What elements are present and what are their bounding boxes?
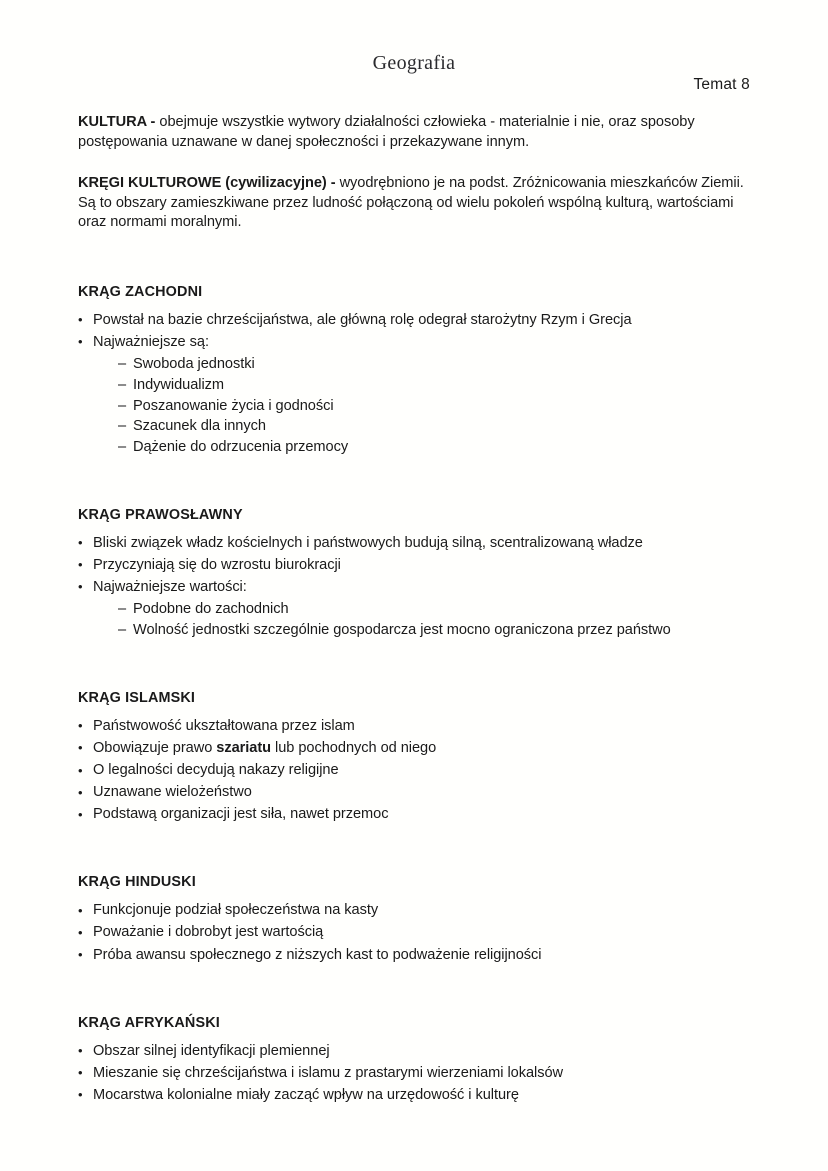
section-spacer — [78, 460, 756, 507]
section-3 — [78, 690, 756, 825]
sections-block — [78, 255, 756, 1106]
section-4 — [78, 874, 756, 965]
bullet-item — [78, 805, 756, 825]
bullet-item — [78, 739, 756, 759]
sub-bullet-text: Szacunek dla innych — [133, 418, 266, 435]
bullet-text: Najważniejsze są: — [93, 333, 209, 350]
bullet-text: Bliski związek władz kościelnych i państwowych budują silną, scentralizowaną władze — [93, 534, 643, 551]
bullet-text: Uznawane wielożeństwo — [93, 784, 252, 801]
section-heading: KRĄG AFRYKAŃSKI — [78, 1014, 220, 1031]
dash-marker-icon: – — [118, 622, 127, 639]
sub-bullet-text: Wolność jednostki szczególnie gospodarcza jest mocno ograniczona przez państwo — [133, 622, 671, 639]
section-spacer — [78, 827, 756, 874]
bullet-marker-icon: • — [78, 806, 83, 822]
bullet-item — [78, 923, 756, 943]
sub-bullet-item — [93, 396, 756, 416]
definitions-block — [78, 113, 756, 233]
bullet-item — [78, 717, 756, 737]
bullet-marker-icon: • — [78, 762, 83, 778]
definition-paragraph — [78, 113, 756, 152]
dash-marker-icon: – — [118, 601, 127, 618]
sub-bullet-list — [93, 599, 756, 640]
section-heading: KRĄG HINDUSKI — [78, 874, 196, 891]
bullet-item — [78, 783, 756, 803]
bullet-item — [78, 556, 756, 576]
bullet-text: Mieszanie się chrześcijaństwa i islamu z prastarymi wierzeniami lokalsów — [93, 1064, 564, 1081]
bullet-text: Obszar silnej identyfikacji plemiennej — [93, 1042, 330, 1059]
section-5 — [78, 1015, 756, 1106]
bullet-item — [78, 311, 756, 331]
bullet-item — [78, 901, 756, 921]
bullet-item — [78, 578, 756, 641]
bullet-text-tail: lub pochodnych od niego — [271, 739, 437, 756]
bullet-marker-icon: • — [78, 579, 83, 595]
bullet-item — [78, 1086, 756, 1106]
bullet-item — [78, 761, 756, 781]
section-heading: KRĄG PRAWOSŁAWNY — [78, 506, 243, 523]
bullet-marker-icon: • — [78, 740, 83, 756]
bullet-list — [78, 1042, 756, 1106]
section-2 — [78, 507, 756, 641]
dash-marker-icon: – — [118, 418, 127, 435]
section-spacer — [78, 968, 756, 1015]
bullet-list — [78, 901, 756, 965]
bullet-marker-icon: • — [78, 902, 83, 918]
sub-bullet-text: Dążenie do odrzucenia przemocy — [133, 439, 349, 455]
bullet-item — [78, 534, 756, 554]
definition-term: KULTURA - — [78, 114, 160, 130]
sub-bullet-text: Indywidualizm — [133, 376, 225, 393]
section-spacer — [78, 643, 756, 690]
section-heading: KRĄG ZACHODNI — [78, 283, 203, 300]
bullet-text: Obowiązuje prawo — [93, 739, 217, 756]
bullet-item — [78, 333, 756, 458]
bullet-marker-icon: • — [78, 718, 83, 734]
section-heading: KRĄG ISLAMSKI — [78, 689, 196, 706]
bullet-item — [78, 1042, 756, 1062]
document-title: Geografia — [372, 52, 456, 74]
bullet-item — [78, 946, 756, 966]
bullet-text: Podstawą organizacji jest siła, nawet przemoc — [93, 806, 389, 823]
sub-bullet-text: Poszanowanie życia i godności — [133, 397, 334, 414]
bullet-text: Najważniejsze wartości: — [93, 578, 247, 595]
bullet-emphasis: szariatu — [216, 739, 272, 756]
bullet-text: Próba awansu społecznego z niższych kast to podważenie religijności — [93, 946, 542, 963]
section-1 — [78, 284, 756, 458]
bullet-text: Poważanie i dobrobyt jest wartością — [93, 924, 324, 941]
bullet-text: Mocarstwa kolonialne miały zacząć wpływ na urzędowość i kulturę — [93, 1086, 519, 1103]
bullet-marker-icon: • — [78, 1043, 83, 1059]
sub-bullet-item — [93, 437, 756, 457]
sub-bullet-list — [93, 354, 756, 457]
bullet-marker-icon: • — [78, 557, 83, 573]
bullet-list — [78, 311, 756, 458]
dash-marker-icon: – — [118, 356, 127, 373]
bullet-list — [78, 717, 756, 825]
sub-bullet-item — [93, 375, 756, 395]
sub-bullet-item — [93, 416, 756, 436]
definition-paragraph — [78, 174, 756, 233]
bullet-item — [78, 1064, 756, 1084]
topic-label: Temat 8 — [693, 76, 750, 93]
sub-bullet-text: Podobne do zachodnich — [133, 601, 289, 618]
dash-marker-icon: – — [118, 376, 127, 393]
definition-text: wyodrębniono je na podst. Zróżnicowania mieszkańców Ziemii. Są to obszary zamieszkiwane przez ludność połączoną od wielu pokoleń wspólną kulturą, wartościami oraz normami moralnymi. — [78, 175, 744, 230]
bullet-marker-icon: • — [78, 334, 83, 350]
dash-marker-icon: – — [118, 397, 127, 414]
bullet-text: O legalności decydują nakazy religijne — [93, 762, 339, 779]
bullet-marker-icon: • — [78, 784, 83, 800]
bullet-marker-icon: • — [78, 312, 83, 327]
dash-marker-icon: – — [118, 439, 127, 455]
document-body — [78, 113, 756, 1108]
sub-bullet-text: Swoboda jednostki — [133, 356, 255, 373]
definition-text: obejmuje wszystkie wytwory działalności człowieka - materialnie i nie, oraz sposoby postępowania uznawane w danej społeczności i przekazywane innym. — [78, 114, 695, 150]
definition-term: KRĘGI KULTUROWE (cywilizacyjne) - — [78, 175, 340, 191]
bullet-text: Powstał na bazie chrześcijaństwa, ale główną rolę odegrał starożytny Rzym i Grecja — [93, 311, 632, 328]
sub-bullet-item — [93, 599, 756, 619]
bullet-marker-icon: • — [78, 1087, 83, 1103]
bullet-marker-icon: • — [78, 924, 83, 940]
bullet-text: Funkcjonuje podział społeczeństwa na kasty — [93, 902, 379, 919]
bullet-marker-icon: • — [78, 947, 83, 963]
sub-bullet-item — [93, 620, 756, 640]
bullet-text: Państwowość ukształtowana przez islam — [93, 717, 355, 734]
bullet-list — [78, 534, 756, 641]
bullet-marker-icon: • — [78, 1065, 83, 1081]
sub-bullet-item — [93, 354, 756, 374]
section-spacer — [78, 255, 756, 284]
bullet-text: Przyczyniają się do wzrostu biurokracji — [93, 556, 341, 573]
bullet-marker-icon: • — [78, 535, 83, 551]
